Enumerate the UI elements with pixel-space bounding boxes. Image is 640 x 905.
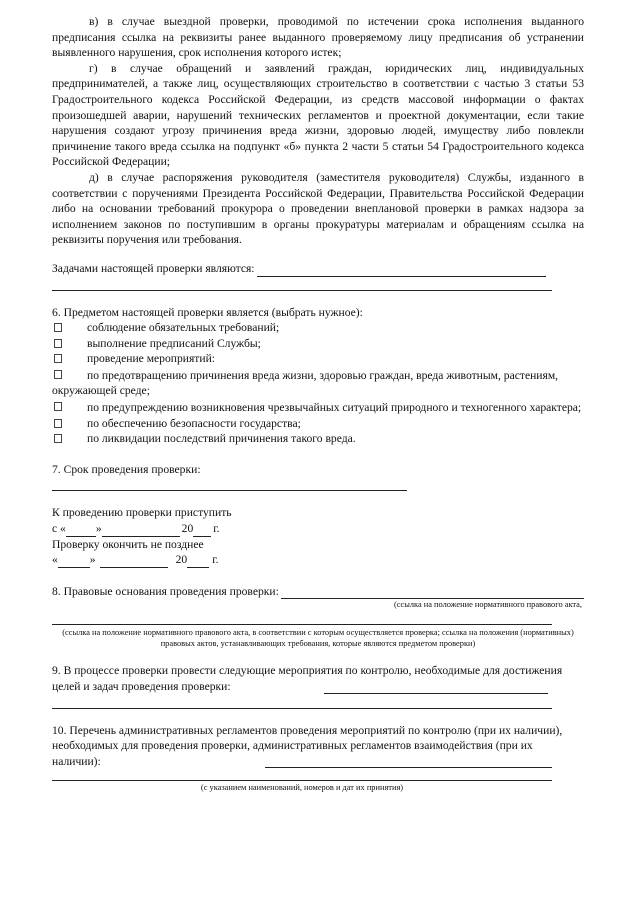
paragraph-d: д) в случае распоряжения руководителя (заместителя руководителя) Службы, изданного в соответствии с поручениями Президента Российской Федерации, Правительства Российской Федерации либо на основании требований прокурора о проведении внеплановой проверки в рамках надзора за исполнением законов по поступившим в органы прокуратуры материалам и обращениям ссылка на реквизиты поручения или требования. <box>52 170 584 247</box>
measures-input-line[interactable] <box>324 682 548 694</box>
option-row <box>52 351 584 367</box>
section-6-heading: 6. Предметом настоящей проверки является (выбрать нужное): <box>52 305 363 319</box>
checkbox[interactable] <box>54 339 62 348</box>
option-label: выполнение предписаний Службы; <box>87 336 261 350</box>
start-label: К проведению проверки приступить <box>52 506 232 520</box>
section-8-heading: 8. Правовые основания проведения проверки: <box>52 584 279 598</box>
paragraph-v: в) в случае выездной проверки, проводимой по истечении срока исполнения выданного предписания ссылка на реквизиты ранее выданного проверяемому лицу предписания об устранении выявленного нарушения, срок исполнения которого истек; <box>52 15 584 60</box>
option-row <box>52 336 584 352</box>
option-label: по предупреждению возникновения чрезвычайных ситуаций природного и техногенного характера; <box>87 401 582 415</box>
start-date-row <box>52 521 584 537</box>
tasks-label: Задачами настоящей проверки являются: <box>52 261 255 275</box>
option-label: по обеспечению безопасности государства; <box>87 416 301 430</box>
option-row <box>52 416 584 432</box>
start-year-suffix: г. <box>213 522 220 536</box>
legal-basis-note-2: (ссылка на положение нормативного правового акта, в соответствии с которым осуществляется проверка; ссылка на положения (нормативных) правовых актов, устанавливающих требования, которые являются предметом проверки) <box>62 628 574 649</box>
option-row <box>52 320 584 336</box>
start-year-field[interactable] <box>193 525 211 537</box>
option-label: проведение мероприятий: <box>87 352 216 366</box>
start-prefix: с « <box>52 522 66 536</box>
option-label: соблюдение обязательных требований; <box>87 321 280 335</box>
checkbox[interactable] <box>54 419 62 428</box>
regulations-input-line-2[interactable] <box>52 780 552 781</box>
start-day-field[interactable] <box>66 525 96 537</box>
option-row <box>52 367 584 399</box>
checkbox[interactable] <box>54 354 62 363</box>
tasks-row <box>52 261 546 277</box>
end-year-prefix: 20 <box>175 553 188 567</box>
legal-basis-input-line-2[interactable] <box>52 624 552 625</box>
end-date-row <box>52 552 584 568</box>
start-month-field[interactable] <box>102 525 180 537</box>
section-7-heading: 7. Срок проведения проверки: <box>52 462 201 476</box>
legal-basis-row <box>52 584 584 600</box>
end-prefix: « <box>52 553 58 567</box>
end-day-field[interactable] <box>58 556 90 568</box>
end-year-suffix: г. <box>212 553 219 567</box>
document-page <box>52 14 584 793</box>
start-quote-close: » <box>95 522 102 536</box>
section-9-heading: 9. В процессе проверки провести следующие мероприятия по контролю, необходимые для достижения целей и задач проведения проверки: <box>52 664 563 693</box>
paragraph-g: г) в случае обращений и заявлений граждан, юридических лиц, индивидуальных предпринимателей, а также лиц, осуществляющих строительство в соответствии с частью 3 статьи 53 Градостроительного кодекса Российской Федерации, из средств массовой информации о фактах произошедшей аварии, нарушений технических регламентов и проектной документации, если такие нарушения создают угрозу причинения вреда жизни, здоровью людей, имуществу либо повлекли причинение такого вреда ссылка на подпункт «б» пункта 2 части 5 статьи 54 Градостроительного кодекса Российской Федерации; <box>52 61 584 169</box>
end-year-field[interactable] <box>187 556 209 568</box>
checkbox[interactable] <box>54 370 62 379</box>
tasks-input-line[interactable] <box>257 264 546 277</box>
end-month-field[interactable] <box>100 556 168 568</box>
legal-basis-note-1: (ссылка на положение нормативного правового акта, <box>393 600 582 610</box>
checkbox[interactable] <box>54 434 62 443</box>
end-quote-close: » <box>89 553 96 567</box>
legal-basis-input-line[interactable] <box>281 586 584 599</box>
option-row <box>52 431 584 447</box>
end-label: Проверку окончить не позднее <box>52 537 204 551</box>
start-year-prefix: 20 <box>181 522 194 536</box>
checkbox[interactable] <box>54 402 62 411</box>
option-label: по ликвидации последствий причинения такого вреда. <box>87 432 356 446</box>
option-row <box>52 399 584 416</box>
regulations-input-line[interactable] <box>265 756 552 768</box>
checkbox[interactable] <box>54 323 62 332</box>
regulations-note: (с указанием наименований, номеров и дат их принятия) <box>200 783 404 793</box>
option-label: по предотвращению причинения вреда жизни, здоровью граждан, вреда животным, растениям, окружающей среде; <box>52 368 559 398</box>
section-10-heading: 10. Перечень административных регламентов проведения мероприятий по контролю (при их наличии), необходимых для проведения проверки, административных регламентов взаимодействия (при их наличии): <box>52 723 563 768</box>
